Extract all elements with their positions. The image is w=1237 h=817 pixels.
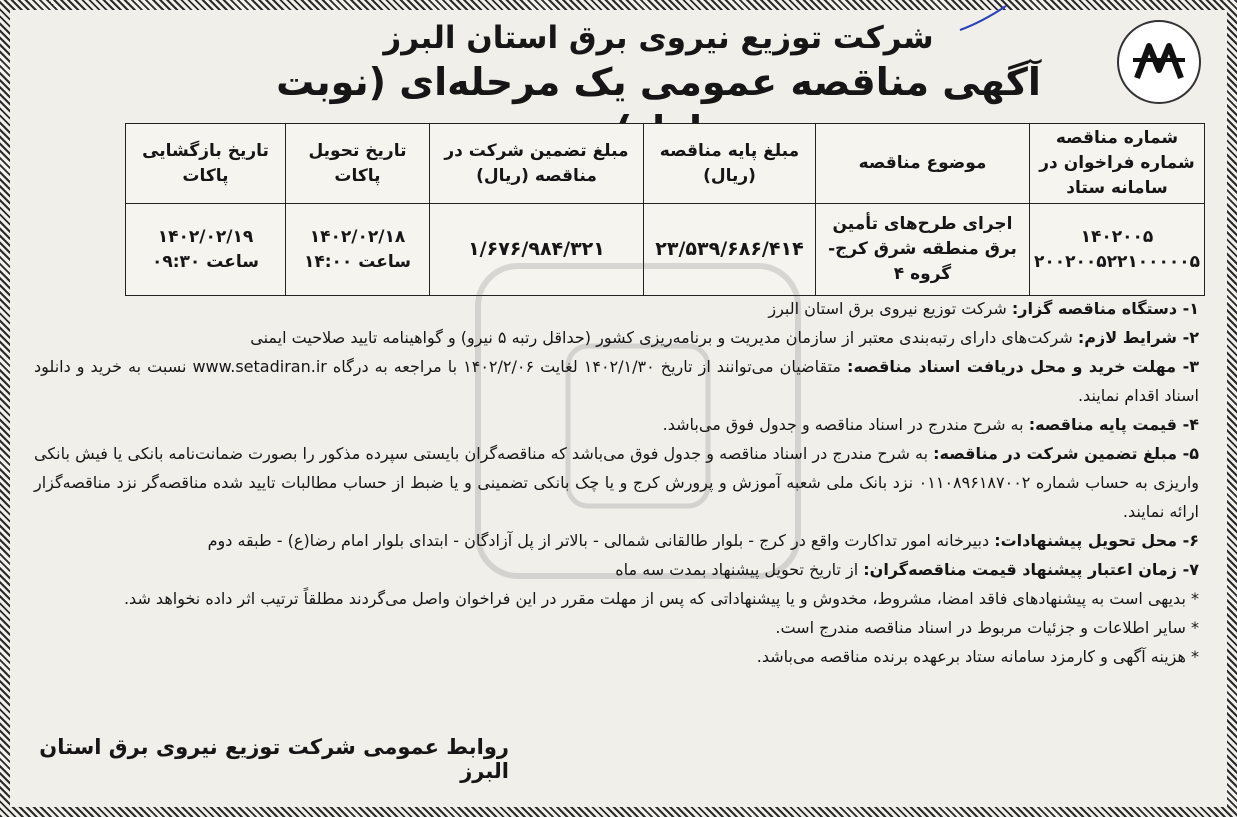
header-delivery-date: تاریخ تحویل پاکات [285, 124, 429, 204]
advertisement [28, 16, 1209, 801]
note: * سایر اطلاعات و جزئیات مربوط در اسناد مناقصه مندرج است. [775, 618, 1199, 637]
list-item [34, 352, 1199, 410]
item-label: ۱- دستگاه مناقصه گزار: [1011, 299, 1199, 318]
item-text: شرکت توزیع نیروی برق استان البرز [768, 299, 1007, 318]
item-text: متقاضیان می‌توانند از تاریخ ۱۴۰۲/۱/۳۰ لغایت ۱۴۰۲/۲/۰۶ با مراجعه به درگاه www.setadiran.ir نسبت به خرید و دانلود اسناد اقدام نمایند. [34, 357, 1199, 405]
note: * هزینه آگهی و کارمزد سامانه ستاد برعهده برنده مناقصه می‌باشد. [756, 647, 1199, 666]
list-item [34, 439, 1199, 526]
table-header-row [125, 124, 1204, 204]
delivery-date: ۱۴۰۲/۰۲/۱۸ [309, 226, 406, 247]
cell-delivery-date [285, 204, 429, 296]
header-subject: موضوع مناقصه [815, 124, 1029, 204]
cell-tender-number [1029, 204, 1204, 296]
tender-table [125, 123, 1205, 296]
item-label: ۴- قیمت پایه مناقصه: [1028, 415, 1199, 434]
item-label: ۵- مبلغ تضمین شرکت در مناقصه: [933, 444, 1200, 463]
cell-guarantee-amount: ۱/۶۷۶/۹۸۴/۳۲۱ [429, 204, 643, 296]
cell-subject: اجرای طرح‌های تأمین برق منطقه شرق کرج-گروه ۴ [815, 204, 1029, 296]
item-label: ۷- زمان اعتبار پیشنهاد قیمت مناقصه‌گران: [863, 560, 1199, 579]
delivery-time: ساعت ۱۴:۰۰ [304, 251, 411, 272]
item-text: از تاریخ تحویل پیشنهاد بمدت سه ماه [615, 560, 859, 579]
list-item [34, 526, 1199, 555]
list-item [34, 410, 1199, 439]
signature: روابط عمومی شرکت توزیع نیروی برق استان البرز [39, 735, 509, 783]
list-item [34, 323, 1199, 352]
company-title: شرکت توزیع نیروی برق استان البرز [383, 20, 934, 56]
company-logo-icon [1117, 20, 1201, 104]
header-guarantee-amount: مبلغ تضمین شرکت در مناقصه (ریال) [429, 124, 643, 204]
ad-title: آگهی مناقصه عمومی یک مرحله‌ای (نوبت [276, 60, 1041, 104]
item-text: شرکت‌های دارای رتبه‌بندی معتبر از سازمان مدیریت و برنامه‌ریزی کشور (حداقل رتبه ۵ نیرو) و گواهینامه تایید صلاحیت ایمنی [250, 328, 1073, 347]
item-text: به شرح مندرج در اسناد مناقصه و جدول فوق می‌باشد. [662, 415, 1024, 434]
item-label: ۳- مهلت خرید و محل دریافت اسناد مناقصه: [847, 357, 1200, 376]
item-label: ۲- شرایط لازم: [1077, 328, 1199, 347]
item-label: ۶- محل تحویل پیشنهادات: [994, 531, 1199, 550]
terms-section [34, 294, 1199, 671]
setad-number: ۲۰۰۲۰۰۵۲۲۱۰۰۰۰۰۵ [1033, 251, 1200, 272]
opening-date: ۱۴۰۲/۰۲/۱۹ [157, 226, 254, 247]
header-opening-date: تاریخ بازگشایی پاکات [125, 124, 285, 204]
tender-number: ۱۴۰۲۰۰۵ [1080, 226, 1154, 247]
list-item [34, 555, 1199, 584]
header-tender-number: شماره مناقصه شماره فراخوان در سامانه ستاد [1029, 124, 1204, 204]
header-base-amount: مبلغ پایه مناقصه (ریال) [643, 124, 815, 204]
note: * بدیهی است به پیشنهادهای فاقد امضا، مشروط، مخدوش و یا پیشنهاداتی که پس از مهلت مقرر در این فراخوان واصل می‌گردند مطلقاً ترتیب اثر داده نخواهد شد. [123, 589, 1199, 608]
item-text: دبیرخانه امور تداکارت واقع در کرج - بلوار طالقانی شمالی - بالاتر از پل آزادگان - ابتدای بلوار امام رضا(ع) - طبقه دوم [207, 531, 990, 550]
item-text: به شرح مندرج در اسناد مناقصه و جدول فوق می‌باشد که مناقصه‌گران بایستی سپرده مذکور را بصورت ضمانت‌نامه بانکی یا فیش بانکی واریزی به حساب شماره ۰۱۱۰۸۹۶۱۸۷۰۰۲ نزد بانک ملی شعبه آموزش و پرورش کرج و یا چک بانکی تضمینی و یا ضبط از حساب مطالبات تایید شده مناقصه‌گر نزد مناقصه‌گزار ارائه نمایند. [34, 444, 1199, 521]
cell-base-amount: ۲۳/۵۳۹/۶۸۶/۴۱۴ [643, 204, 815, 296]
cell-opening-date [125, 204, 285, 296]
opening-time: ساعت ۰۹:۳۰ [152, 251, 259, 272]
list-item [34, 294, 1199, 323]
table-row [125, 204, 1204, 296]
